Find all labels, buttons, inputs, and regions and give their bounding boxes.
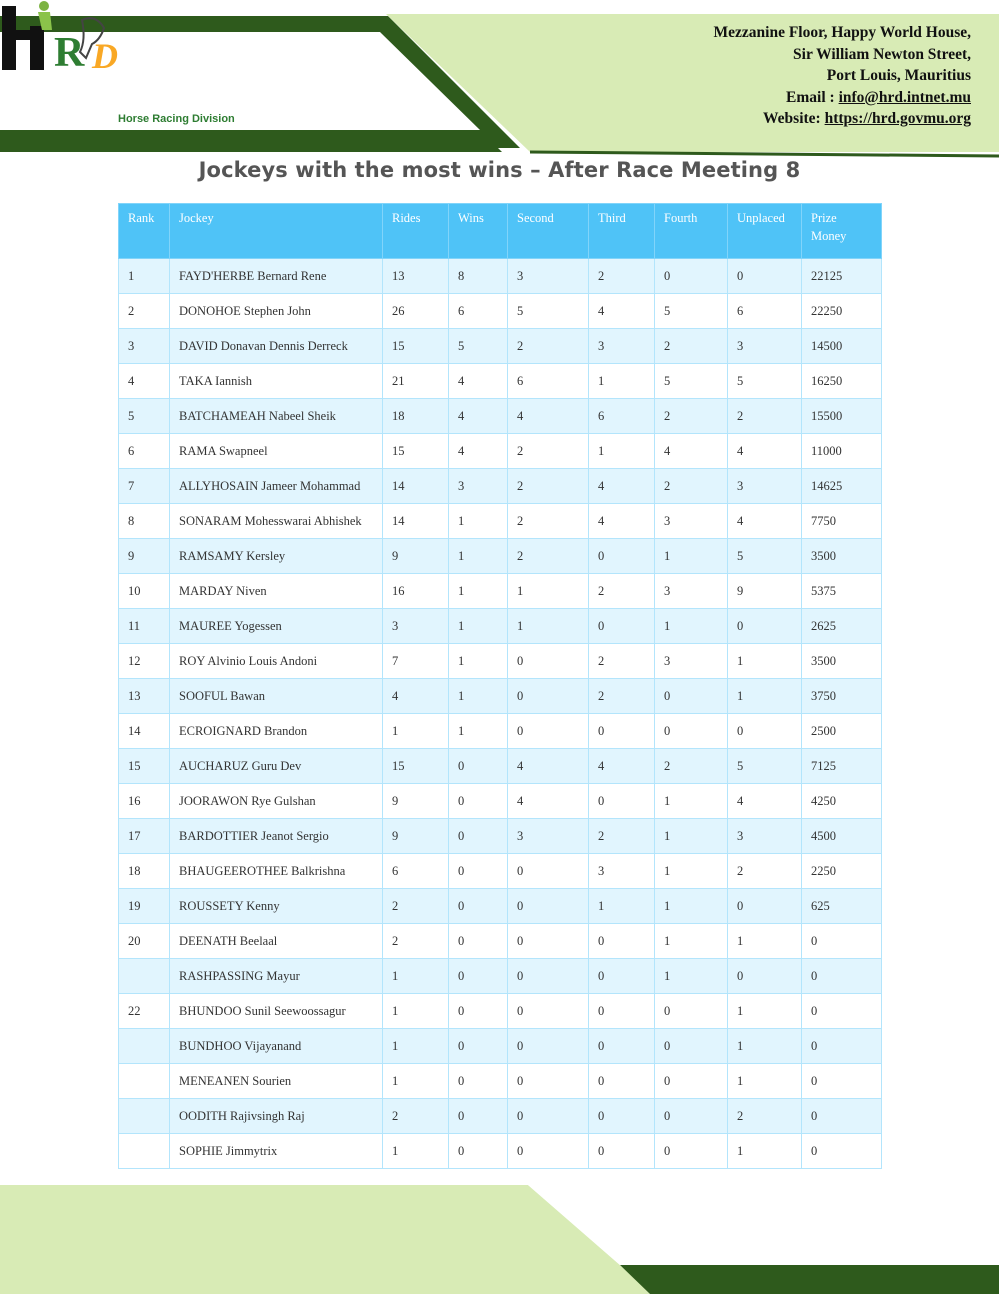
cell-rank: 12 xyxy=(119,644,170,679)
table-row xyxy=(119,819,882,854)
cell-rank: 11 xyxy=(119,609,170,644)
column-header-fourth: Fourth xyxy=(655,204,728,259)
cell-rides: 1 xyxy=(383,1029,449,1064)
cell-rides: 15 xyxy=(383,434,449,469)
cell-third: 0 xyxy=(589,924,655,959)
cell-second: 1 xyxy=(508,574,589,609)
cell-third: 0 xyxy=(589,539,655,574)
cell-unplaced: 2 xyxy=(728,854,802,889)
cell-jockey: SOPHIE Jimmytrix xyxy=(170,1134,383,1169)
table-row xyxy=(119,854,882,889)
cell-unplaced: 0 xyxy=(728,609,802,644)
website-line xyxy=(714,108,971,130)
cell-unplaced: 1 xyxy=(728,924,802,959)
cell-unplaced: 1 xyxy=(728,679,802,714)
cell-rank: 17 xyxy=(119,819,170,854)
cell-prize-money: 3500 xyxy=(802,539,882,574)
cell-rides: 1 xyxy=(383,1134,449,1169)
table-row xyxy=(119,609,882,644)
cell-fourth: 1 xyxy=(655,924,728,959)
cell-rank xyxy=(119,1064,170,1099)
address-line-2: Sir William Newton Street, xyxy=(793,45,971,63)
cell-jockey: RAMA Swapneel xyxy=(170,434,383,469)
website-label: Website: xyxy=(763,110,825,127)
cell-unplaced: 4 xyxy=(728,784,802,819)
cell-rides: 7 xyxy=(383,644,449,679)
column-header-prize-money: Prize Money xyxy=(802,204,882,259)
cell-third: 4 xyxy=(589,294,655,329)
cell-fourth: 0 xyxy=(655,679,728,714)
cell-jockey: RAMSAMY Kersley xyxy=(170,539,383,574)
table-row xyxy=(119,539,882,574)
cell-rides: 14 xyxy=(383,469,449,504)
cell-rank: 20 xyxy=(119,924,170,959)
cell-second: 0 xyxy=(508,1064,589,1099)
contact-address xyxy=(714,22,971,130)
cell-prize-money: 7750 xyxy=(802,504,882,539)
cell-third: 0 xyxy=(589,1064,655,1099)
cell-rank xyxy=(119,1029,170,1064)
address-line-3: Port Louis, Mauritius xyxy=(826,67,971,84)
cell-prize-money: 0 xyxy=(802,994,882,1029)
cell-jockey: SOOFUL Bawan xyxy=(170,679,383,714)
cell-fourth: 0 xyxy=(655,1029,728,1064)
cell-rank: 9 xyxy=(119,539,170,574)
cell-jockey: ROUSSETY Kenny xyxy=(170,889,383,924)
cell-rank: 8 xyxy=(119,504,170,539)
column-header-wins: Wins xyxy=(449,204,508,259)
cell-prize-money: 3500 xyxy=(802,644,882,679)
cell-third: 2 xyxy=(589,679,655,714)
cell-prize-money: 4250 xyxy=(802,784,882,819)
cell-third: 0 xyxy=(589,1029,655,1064)
cell-jockey: MARDAY Niven xyxy=(170,574,383,609)
cell-wins: 1 xyxy=(449,679,508,714)
cell-second: 2 xyxy=(508,469,589,504)
cell-second: 0 xyxy=(508,644,589,679)
cell-wins: 1 xyxy=(449,539,508,574)
cell-unplaced: 9 xyxy=(728,574,802,609)
website-link[interactable]: https://hrd.govmu.org xyxy=(824,110,971,127)
cell-jockey: BATCHAMEAH Nabeel Sheik xyxy=(170,399,383,434)
cell-rides: 2 xyxy=(383,1099,449,1134)
cell-unplaced: 4 xyxy=(728,434,802,469)
cell-wins: 0 xyxy=(449,959,508,994)
cell-rides: 2 xyxy=(383,924,449,959)
cell-jockey: AUCHARUZ Guru Dev xyxy=(170,749,383,784)
cell-prize-money: 7125 xyxy=(802,749,882,784)
cell-wins: 3 xyxy=(449,469,508,504)
cell-jockey: SONARAM Mohesswarai Abhishek xyxy=(170,504,383,539)
cell-wins: 4 xyxy=(449,364,508,399)
cell-fourth: 0 xyxy=(655,1134,728,1169)
cell-unplaced: 1 xyxy=(728,1134,802,1169)
svg-text:R: R xyxy=(54,30,85,76)
table-row xyxy=(119,469,882,504)
cell-third: 1 xyxy=(589,889,655,924)
cell-unplaced: 1 xyxy=(728,1029,802,1064)
cell-prize-money: 16250 xyxy=(802,364,882,399)
cell-third: 4 xyxy=(589,504,655,539)
table-row xyxy=(119,714,882,749)
cell-rank: 22 xyxy=(119,994,170,1029)
cell-wins: 1 xyxy=(449,714,508,749)
cell-fourth: 1 xyxy=(655,784,728,819)
cell-wins: 6 xyxy=(449,294,508,329)
cell-third: 4 xyxy=(589,749,655,784)
cell-rides: 2 xyxy=(383,889,449,924)
cell-second: 6 xyxy=(508,364,589,399)
cell-fourth: 5 xyxy=(655,364,728,399)
table-row xyxy=(119,259,882,294)
cell-third: 2 xyxy=(589,644,655,679)
cell-third: 0 xyxy=(589,1099,655,1134)
table-row xyxy=(119,364,882,399)
cell-jockey: BHAUGEEROTHEE Balkrishna xyxy=(170,854,383,889)
cell-prize-money: 11000 xyxy=(802,434,882,469)
cell-fourth: 1 xyxy=(655,539,728,574)
cell-rank: 10 xyxy=(119,574,170,609)
cell-fourth: 2 xyxy=(655,399,728,434)
column-header-unplaced: Unplaced xyxy=(728,204,802,259)
email-link[interactable]: info@hrd.intnet.mu xyxy=(838,88,971,106)
column-header-rides: Rides xyxy=(383,204,449,259)
cell-rank: 13 xyxy=(119,679,170,714)
cell-jockey: JOORAWON Rye Gulshan xyxy=(170,784,383,819)
cell-rank: 18 xyxy=(119,854,170,889)
cell-rank: 2 xyxy=(119,294,170,329)
cell-wins: 8 xyxy=(449,259,508,294)
cell-wins: 0 xyxy=(449,749,508,784)
cell-fourth: 0 xyxy=(655,994,728,1029)
cell-jockey: DAVID Donavan Dennis Derreck xyxy=(170,329,383,364)
cell-rides: 1 xyxy=(383,714,449,749)
cell-fourth: 3 xyxy=(655,644,728,679)
cell-rank: 6 xyxy=(119,434,170,469)
cell-third: 2 xyxy=(589,819,655,854)
cell-wins: 0 xyxy=(449,924,508,959)
cell-jockey: MAUREE Yogessen xyxy=(170,609,383,644)
cell-jockey: TAKA Iannish xyxy=(170,364,383,399)
cell-jockey: RASHPASSING Mayur xyxy=(170,959,383,994)
table-row xyxy=(119,784,882,819)
cell-rank: 14 xyxy=(119,714,170,749)
cell-wins: 4 xyxy=(449,399,508,434)
cell-second: 4 xyxy=(508,399,589,434)
cell-fourth: 0 xyxy=(655,714,728,749)
cell-prize-money: 5375 xyxy=(802,574,882,609)
cell-jockey: ROY Alvinio Louis Andoni xyxy=(170,644,383,679)
cell-prize-money: 0 xyxy=(802,1134,882,1169)
cell-jockey: FAYD'HERBE Bernard Rene xyxy=(170,259,383,294)
jockey-standings-table xyxy=(118,203,882,1169)
cell-prize-money: 0 xyxy=(802,959,882,994)
cell-unplaced: 0 xyxy=(728,714,802,749)
column-header-third: Third xyxy=(589,204,655,259)
table-row xyxy=(119,1064,882,1099)
cell-fourth: 5 xyxy=(655,294,728,329)
cell-rides: 15 xyxy=(383,329,449,364)
cell-wins: 1 xyxy=(449,644,508,679)
table-row xyxy=(119,434,882,469)
cell-second: 0 xyxy=(508,959,589,994)
cell-third: 3 xyxy=(589,329,655,364)
cell-jockey: MENEANEN Sourien xyxy=(170,1064,383,1099)
cell-fourth: 0 xyxy=(655,1099,728,1134)
cell-prize-money: 0 xyxy=(802,1029,882,1064)
cell-rides: 1 xyxy=(383,1064,449,1099)
cell-fourth: 0 xyxy=(655,1064,728,1099)
cell-third: 0 xyxy=(589,959,655,994)
cell-wins: 1 xyxy=(449,574,508,609)
cell-rank xyxy=(119,959,170,994)
page-footer xyxy=(0,1185,999,1294)
cell-rides: 6 xyxy=(383,854,449,889)
cell-third: 3 xyxy=(589,854,655,889)
cell-unplaced: 5 xyxy=(728,749,802,784)
table-row xyxy=(119,959,882,994)
cell-fourth: 2 xyxy=(655,469,728,504)
cell-fourth: 1 xyxy=(655,609,728,644)
cell-fourth: 3 xyxy=(655,574,728,609)
cell-unplaced: 3 xyxy=(728,469,802,504)
cell-second: 3 xyxy=(508,259,589,294)
table-row xyxy=(119,329,882,364)
cell-prize-money: 0 xyxy=(802,924,882,959)
cell-third: 6 xyxy=(589,399,655,434)
cell-fourth: 1 xyxy=(655,819,728,854)
cell-unplaced: 5 xyxy=(728,364,802,399)
cell-fourth: 0 xyxy=(655,259,728,294)
cell-third: 4 xyxy=(589,469,655,504)
address-line-1: Mezzanine Floor, Happy World House, xyxy=(713,24,971,41)
cell-second: 2 xyxy=(508,539,589,574)
cell-unplaced: 1 xyxy=(728,644,802,679)
cell-jockey: ALLYHOSAIN Jameer Mohammad xyxy=(170,469,383,504)
cell-second: 0 xyxy=(508,714,589,749)
cell-unplaced: 0 xyxy=(728,259,802,294)
cell-second: 3 xyxy=(508,819,589,854)
table-row xyxy=(119,889,882,924)
cell-second: 0 xyxy=(508,1029,589,1064)
cell-wins: 0 xyxy=(449,1064,508,1099)
cell-second: 0 xyxy=(508,924,589,959)
cell-jockey: BHUNDOO Sunil Seewoossagur xyxy=(170,994,383,1029)
cell-fourth: 4 xyxy=(655,434,728,469)
cell-second: 2 xyxy=(508,504,589,539)
cell-prize-money: 22250 xyxy=(802,294,882,329)
page-title: Jockeys with the most wins – After Race Meeting 8 xyxy=(198,158,801,182)
cell-second: 2 xyxy=(508,434,589,469)
cell-rides: 14 xyxy=(383,504,449,539)
cell-wins: 0 xyxy=(449,889,508,924)
cell-second: 0 xyxy=(508,1134,589,1169)
cell-prize-money: 0 xyxy=(802,1064,882,1099)
table-row xyxy=(119,994,882,1029)
cell-rank: 1 xyxy=(119,259,170,294)
cell-third: 1 xyxy=(589,364,655,399)
cell-prize-money: 2250 xyxy=(802,854,882,889)
cell-rides: 9 xyxy=(383,819,449,854)
cell-fourth: 2 xyxy=(655,329,728,364)
cell-rank: 3 xyxy=(119,329,170,364)
cell-rides: 18 xyxy=(383,399,449,434)
cell-second: 0 xyxy=(508,994,589,1029)
cell-second: 0 xyxy=(508,854,589,889)
cell-third: 0 xyxy=(589,784,655,819)
cell-unplaced: 4 xyxy=(728,504,802,539)
cell-second: 4 xyxy=(508,749,589,784)
cell-rank: 15 xyxy=(119,749,170,784)
cell-rank: 4 xyxy=(119,364,170,399)
footer-decoration xyxy=(0,1185,999,1294)
cell-rank: 16 xyxy=(119,784,170,819)
cell-fourth: 1 xyxy=(655,889,728,924)
cell-rides: 9 xyxy=(383,539,449,574)
cell-prize-money: 15500 xyxy=(802,399,882,434)
cell-rank: 7 xyxy=(119,469,170,504)
cell-rides: 1 xyxy=(383,994,449,1029)
table-row xyxy=(119,574,882,609)
cell-third: 0 xyxy=(589,994,655,1029)
cell-third: 2 xyxy=(589,259,655,294)
table-row xyxy=(119,644,882,679)
table-row xyxy=(119,1029,882,1064)
cell-jockey: ECROIGNARD Brandon xyxy=(170,714,383,749)
cell-unplaced: 3 xyxy=(728,819,802,854)
cell-fourth: 3 xyxy=(655,504,728,539)
cell-fourth: 1 xyxy=(655,959,728,994)
cell-third: 2 xyxy=(589,574,655,609)
cell-wins: 5 xyxy=(449,329,508,364)
cell-wins: 0 xyxy=(449,819,508,854)
table-row xyxy=(119,1134,882,1169)
table-row xyxy=(119,399,882,434)
cell-third: 0 xyxy=(589,609,655,644)
cell-rides: 9 xyxy=(383,784,449,819)
svg-text:D: D xyxy=(92,36,118,76)
cell-unplaced: 2 xyxy=(728,399,802,434)
cell-jockey: DONOHOE Stephen John xyxy=(170,294,383,329)
cell-jockey: OODITH Rajivsingh Raj xyxy=(170,1099,383,1134)
cell-rank xyxy=(119,1099,170,1134)
cell-second: 0 xyxy=(508,679,589,714)
cell-third: 0 xyxy=(589,1134,655,1169)
cell-unplaced: 3 xyxy=(728,329,802,364)
cell-fourth: 1 xyxy=(655,854,728,889)
cell-second: 0 xyxy=(508,889,589,924)
logo-caption: Horse Racing Division xyxy=(118,113,235,125)
table-row xyxy=(119,679,882,714)
cell-wins: 0 xyxy=(449,994,508,1029)
cell-rides: 16 xyxy=(383,574,449,609)
cell-third: 0 xyxy=(589,714,655,749)
cell-wins: 1 xyxy=(449,504,508,539)
cell-second: 5 xyxy=(508,294,589,329)
cell-wins: 0 xyxy=(449,1029,508,1064)
email-label: Email : xyxy=(786,88,839,106)
cell-second: 1 xyxy=(508,609,589,644)
hrd-logo xyxy=(0,0,128,90)
cell-wins: 0 xyxy=(449,1134,508,1169)
cell-third: 1 xyxy=(589,434,655,469)
cell-rides: 21 xyxy=(383,364,449,399)
cell-prize-money: 4500 xyxy=(802,819,882,854)
cell-rank xyxy=(119,1134,170,1169)
table-row xyxy=(119,1099,882,1134)
table-row xyxy=(119,749,882,784)
column-header-rank: Rank xyxy=(119,204,170,259)
cell-prize-money: 2625 xyxy=(802,609,882,644)
cell-unplaced: 0 xyxy=(728,959,802,994)
cell-wins: 1 xyxy=(449,609,508,644)
cell-jockey: DEENATH Beelaal xyxy=(170,924,383,959)
cell-prize-money: 0 xyxy=(802,1099,882,1134)
cell-wins: 0 xyxy=(449,854,508,889)
cell-unplaced: 6 xyxy=(728,294,802,329)
table-row xyxy=(119,504,882,539)
table-row xyxy=(119,924,882,959)
cell-prize-money: 2500 xyxy=(802,714,882,749)
column-header-second: Second xyxy=(508,204,589,259)
cell-unplaced: 0 xyxy=(728,889,802,924)
cell-rides: 26 xyxy=(383,294,449,329)
cell-rides: 3 xyxy=(383,609,449,644)
cell-wins: 0 xyxy=(449,1099,508,1134)
cell-prize-money: 3750 xyxy=(802,679,882,714)
cell-rank: 19 xyxy=(119,889,170,924)
cell-unplaced: 2 xyxy=(728,1099,802,1134)
cell-second: 4 xyxy=(508,784,589,819)
cell-wins: 4 xyxy=(449,434,508,469)
cell-rank: 5 xyxy=(119,399,170,434)
cell-rides: 15 xyxy=(383,749,449,784)
email-line xyxy=(714,87,971,109)
cell-rides: 4 xyxy=(383,679,449,714)
column-header-jockey: Jockey xyxy=(170,204,383,259)
cell-prize-money: 625 xyxy=(802,889,882,924)
cell-unplaced: 1 xyxy=(728,994,802,1029)
cell-wins: 0 xyxy=(449,784,508,819)
cell-unplaced: 1 xyxy=(728,1064,802,1099)
cell-prize-money: 22125 xyxy=(802,259,882,294)
cell-rides: 13 xyxy=(383,259,449,294)
cell-rides: 1 xyxy=(383,959,449,994)
cell-jockey: BUNDHOO Vijayanand xyxy=(170,1029,383,1064)
cell-prize-money: 14500 xyxy=(802,329,882,364)
cell-prize-money: 14625 xyxy=(802,469,882,504)
cell-jockey: BARDOTTIER Jeanot Sergio xyxy=(170,819,383,854)
table-row xyxy=(119,294,882,329)
cell-fourth: 2 xyxy=(655,749,728,784)
table-body xyxy=(119,259,882,1169)
cell-second: 2 xyxy=(508,329,589,364)
table-header-row xyxy=(119,204,882,259)
cell-second: 0 xyxy=(508,1099,589,1134)
cell-unplaced: 5 xyxy=(728,539,802,574)
letterhead xyxy=(0,0,999,160)
